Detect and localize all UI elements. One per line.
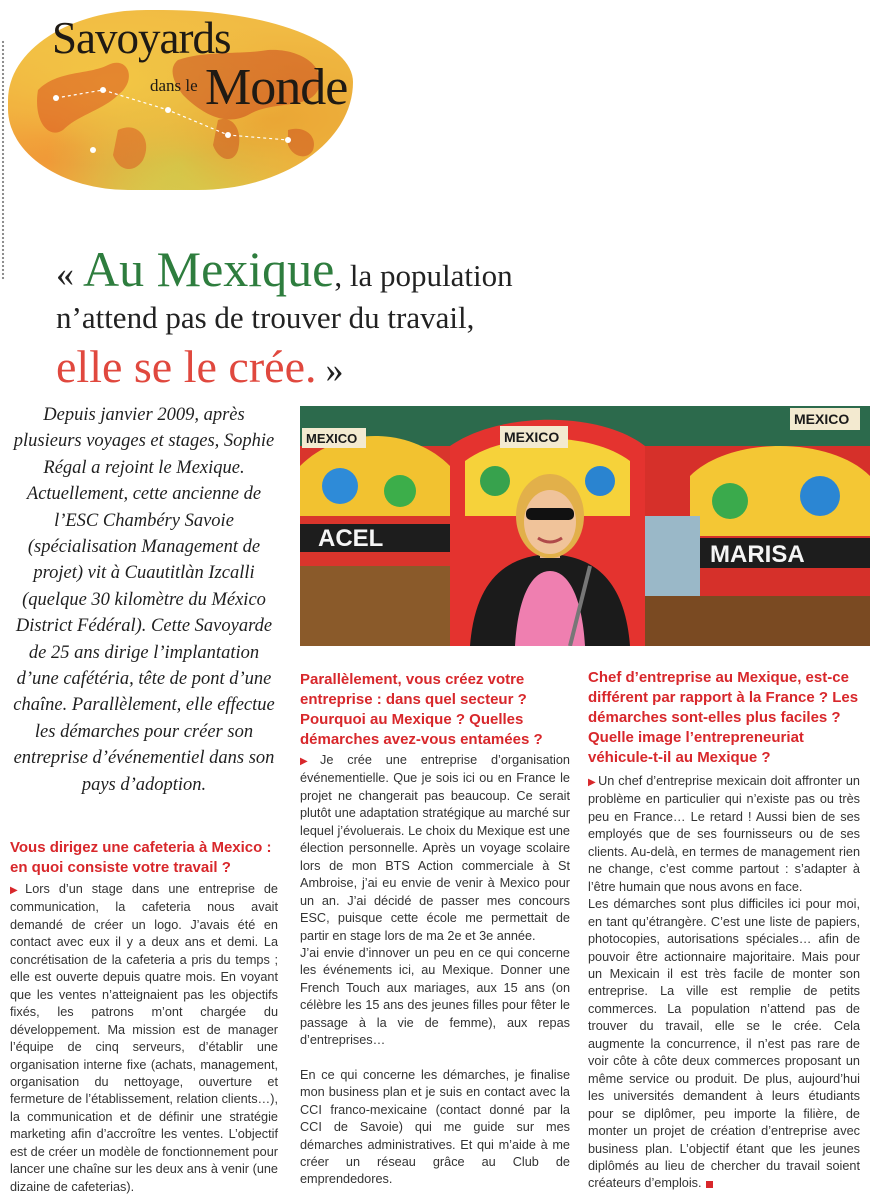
headline-green: Au Mexique xyxy=(83,241,335,297)
logo-title-monde: Monde xyxy=(205,59,348,116)
answer-body-3 xyxy=(588,773,860,1193)
answer-paragraph: ▶ Un chef d’entreprise mexicain doit affronter un problème en particulier qui n’existe pas ou très peu en France… Le retard ! Aussi bien de ses employés que de ses fournisseurs ou de ses clients. Au-delà, en termes de management rien ne change, c’est comme partout : s’adapter à l’être humain que nous avons en face. xyxy=(588,774,860,894)
logo-title-savoyards: Savoyards xyxy=(52,13,231,63)
quote-open-mark: « xyxy=(56,254,83,294)
sign-mexico-1: MEXICO xyxy=(306,431,358,446)
question-heading-3: Chef d’entreprise au Mexique, est-ce différent par rapport à la France ? Les démarches sont-elles plus faciles ? Quelle image l’entrepreneuriat véhicule-t-il au Mexique ? xyxy=(588,669,859,766)
answer-paragraph: ▶ Je crée une entreprise d’organisation événementielle. Que je sois ici ou en France le projet ne changerait pas beaucoup. Ce serait plutôt une adaptation stratégique au marché sur lequel j’évoluerais. Le choix du Mexique est une élection personnelle. Après un voyage scolaire lors de mon BTS Action commerciale à St Ambroise, j’ai eu envie de venir à Mexico pour un an. J’ai décidé de passer mes concours ESC, puisque cette école me permettait de partir en stage lors de ma 2e et 3e année. xyxy=(300,753,570,943)
question-heading-1: Vous dirigez une cafeteria à Mexico : en quoi consiste votre travail ? xyxy=(10,839,272,876)
answer-paragraph: En ce qui concerne les démarches, je finalise mon business plan et je suis en contact avec la CCI franco-mexicaine (contact donné par la CCI de Savoie) qui me guide sur mes démarches administratives. Et qui m’aide à me créer un réseau grâce au Club de emprendedores. xyxy=(300,1067,570,1187)
answer-body-2 xyxy=(300,752,570,1189)
answer-paragraph: J’ai envie d’innover un peu en ce qui concerne les événements ici, au Mexique. Donner une French Touch aux mariages, aux 15 ans (on célèbre les 15 ans des jeunes filles pour fêter le passage à la vie de femme), aux repas d’entreprises… xyxy=(300,945,570,1048)
boat-letters-left: ACEL xyxy=(318,525,384,552)
boat-letters-right: MARISA xyxy=(710,541,805,568)
triangle-bullet-icon: ▶ xyxy=(10,885,24,896)
headline-black-1: , la population xyxy=(334,258,513,293)
answer-body-1 xyxy=(10,881,278,1196)
section-logo xyxy=(8,0,353,192)
headline-line-1 xyxy=(56,240,513,298)
end-square-icon xyxy=(706,1181,713,1188)
sign-mexico-2: MEXICO xyxy=(504,429,560,445)
intro-paragraph: Depuis janvier 2009, après plusieurs voyages et stages, Sophie Régal a rejoint le Mexique. Actuellement, cette ancienne de l’ESC Chambéry Savoie (spécialisation Management de projet) vit à Cuautitlàn Izcalli (quelque 30 kilomètre du México District Fédéral). Cette Savoyarde de 25 ans dirige l’implantation d’une cafétéria, tête de pont d’une chaîne. Parallèlement, elle effectue les démarches pour créer son entreprise d’événementiel dans son pays d’adoption. xyxy=(13,405,275,795)
triangle-bullet-icon: ▶ xyxy=(588,777,597,788)
question-heading-2: Parallèlement, vous créez votre entreprise : dans quel secteur ? Pourquoi au Mexique ? Quelles démarches avez-vous entamées ? xyxy=(300,671,543,748)
headline-red: elle se le crée. xyxy=(56,341,317,392)
quote-close-mark: » xyxy=(316,350,344,390)
triangle-bullet-icon: ▶ xyxy=(300,756,318,767)
logo-title-dans-le: dans le xyxy=(150,76,198,95)
answer-paragraph: ▶ Lors d’un stage dans une entreprise de communication, la cafeteria nous avait demandé de créer un logo. J’avais été en contact avec eux il y a deux ans et demi. La concrétisation de la cafeteria a pris du temps ; elle est ouverte depuis quatre mois. En voyant que les ventes n’atteignaient pas les objectifs fixés, les patrons m’ont chargée du développement. Ma mission est de manager l’équipe de cinq serveurs, d’établir une organisation interne fixe (achats, management, organisation du nettoyage, ouverture et fermeture de l’établissement, relation clients…), la communication et de définir une stratégie marketing afin d’accroître les ventes. L’objectif est de créer un modèle de fonctionnement pour lancer une chaîne sur les deux ans à venir (une dizaine de cafeterias). xyxy=(10,882,278,1194)
sign-mexico-3: MEXICO xyxy=(794,411,850,427)
photo-woman-on-boat xyxy=(300,406,870,646)
photo-trajinera xyxy=(300,406,870,646)
headline-line-3 xyxy=(56,340,343,393)
binding-dots xyxy=(0,40,6,280)
headline-line-2: n’attend pas de trouver du travail, xyxy=(56,300,475,335)
answer-paragraph: Les démarches sont plus difficiles ici pour moi, en tant qu’étrangère. C’est une liste de papiers, photocopies, autorisations spéciales… afin de pouvoir être actionnaire majoritaire. Mais pour un Mexicain il est très facile de monter son entreprise. La ville est remplie de petits commerces. La population n’attend pas de trouver du travail, elle se le crée. Cela augmente la concurrence, il n’est pas rare de voir côte à côte deux commerces proposant un même service ou produit. De plus, aujourd’hui les universités demandent à leurs étudiants pour se diplômer, peu importe la filière, de monter un projet de création d’entreprise avec business plan. L’objectif étant que les jeunes diplômés au lieu de chercher du travail soient créateurs d’emplois. xyxy=(588,897,860,1191)
